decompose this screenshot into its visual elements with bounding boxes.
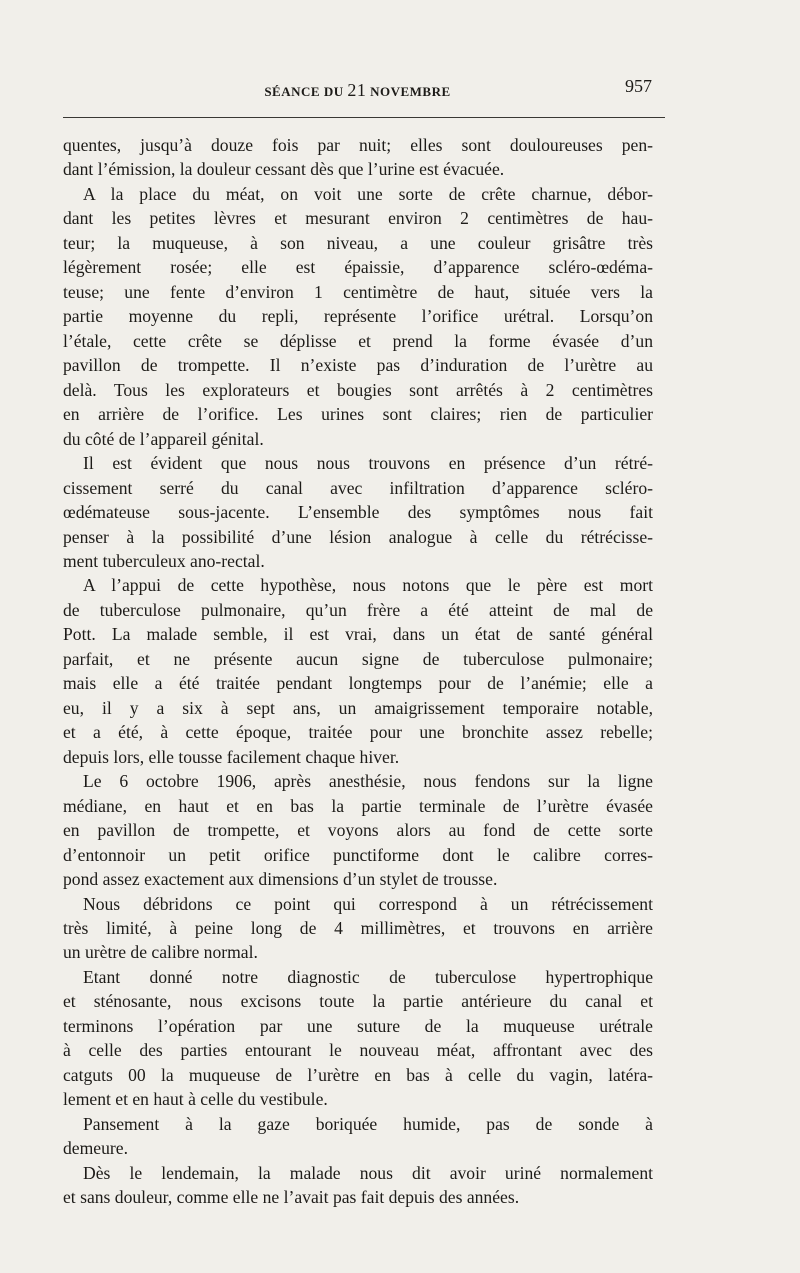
text-line: et sténosante, nous excisons toute la partie antérieure du canal et	[63, 991, 653, 1012]
text-line: dant l’émission, la douleur cessant dès que l’urine est évacuée.	[63, 159, 505, 180]
paragraph	[63, 1112, 653, 1161]
text-line: teur; la muqueuse, à son niveau, a une couleur grisâtre très	[63, 232, 653, 253]
running-title-date: 21	[347, 80, 367, 100]
text-line: dant les petites lèvres et mesurant environ 2 centimètres de hau-	[63, 208, 653, 229]
text-line: œdémateuse sous-jacente. L’ensemble des symptômes nous fait	[63, 502, 653, 523]
paragraph	[63, 965, 653, 1112]
text-line: à celle des parties entourant le nouveau méat, affrontant avec des	[63, 1040, 653, 1061]
text-line: ment tuberculeux ano-rectal.	[63, 550, 265, 571]
running-title	[63, 80, 652, 101]
text-line: teuse; une fente d’environ 1 centimètre de haut, située vers la	[63, 281, 653, 302]
text-line: en pavillon de trompette, et voyons alors au fond de cette sorte	[63, 820, 653, 841]
paragraph	[63, 1161, 653, 1210]
text-line: lement et en haut à celle du vestibule.	[63, 1089, 328, 1110]
text-line: Pott. La malade semble, il est vrai, dans un état de santé général	[63, 624, 653, 645]
text-line: delà. Tous les explorateurs et bougies sont arrêtés à 2 centimètres	[63, 379, 653, 400]
text-line: A l’appui de cette hypothèse, nous notons que le père est mort	[83, 575, 653, 596]
paragraph	[63, 182, 653, 451]
text-line: terminons l’opération par une suture de la muqueuse urétrale	[63, 1015, 653, 1036]
page-number: 957	[625, 76, 652, 96]
text-line: Etant donné notre diagnostic de tuberculose hypertrophique	[83, 966, 653, 987]
text-line: catguts 00 la muqueuse de l’urètre en bas à celle du vagin, latéra-	[63, 1064, 653, 1085]
header-rule	[63, 117, 665, 118]
body-text	[63, 133, 653, 1210]
text-line: et a été, à cette époque, traitée pour une bronchite assez rebelle;	[63, 722, 653, 743]
text-line: pond assez exactement aux dimensions d’un stylet de trousse.	[63, 869, 498, 890]
text-line: Pansement à la gaze boriquée humide, pas de sonde à	[83, 1113, 653, 1134]
paragraph	[63, 892, 653, 965]
text-line: et sans douleur, comme elle ne l’avait pas fait depuis des années.	[63, 1187, 520, 1208]
text-line: légèrement rosée; elle est épaissie, d’apparence scléro-œdéma-	[63, 257, 653, 278]
text-line: Il est évident que nous nous trouvons en présence d’un rétré-	[83, 453, 653, 474]
text-line: de tuberculose pulmonaire, qu’un frère a été atteint de mal de	[63, 599, 653, 620]
text-line: depuis lors, elle tousse facilement chaque hiver.	[63, 746, 400, 767]
running-title-pre: SÉANCE DU	[264, 84, 348, 99]
text-line: d’entonnoir un petit orifice punctiforme dont le calibre corres-	[63, 844, 653, 865]
text-line: Dès le lendemain, la malade nous dit avoir uriné normalement	[83, 1162, 653, 1183]
text-line: eu, il y a six à sept ans, un amaigrissement temporaire notable,	[63, 697, 653, 718]
paragraph	[63, 573, 653, 769]
text-line: médiane, en haut et en bas la partie terminale de l’urètre évasée	[63, 795, 653, 816]
text-line: penser à la possibilité d’une lésion analogue à celle du rétrécisse-	[63, 526, 653, 547]
text-line: l’étale, cette crête se déplisse et prend la forme évasée d’un	[63, 330, 653, 351]
text-line: très limité, à peine long de 4 millimètres, et trouvons en arrière	[63, 918, 653, 938]
text-line: Le 6 octobre 1906, après anesthésie, nous fendons sur la ligne	[83, 771, 653, 792]
paragraph	[63, 769, 653, 891]
text-line: cissement serré du canal avec infiltration d’apparence scléro-	[63, 477, 653, 498]
text-line: parfait, et ne présente aucun signe de tuberculose pulmonaire;	[63, 648, 653, 669]
text-line: en arrière de l’orifice. Les urines sont claires; rien de particulier	[63, 404, 653, 425]
paragraph	[63, 451, 653, 573]
text-line: pavillon de trompette. Il n’existe pas d’induration de l’urètre au	[63, 355, 653, 376]
text-line: demeure.	[63, 1138, 128, 1159]
running-title-post: NOVEMBRE	[366, 84, 451, 99]
paragraph	[63, 133, 653, 182]
text-line: Nous débridons ce point qui correspond à un rétrécissement	[83, 893, 653, 914]
text-line: mais elle a été traitée pendant longtemps pour de l’anémie; elle a	[63, 673, 653, 694]
text-line: du côté de l’appareil génital.	[63, 428, 264, 449]
text-line: quentes, jusqu’à douze fois par nuit; elles sont douloureuses pen-	[63, 135, 653, 155]
page-header	[63, 76, 652, 100]
text-line: un urètre de calibre normal.	[63, 942, 258, 963]
text-line: partie moyenne du repli, représente l’orifice urétral. Lorsqu’on	[63, 306, 653, 327]
text-line: A la place du méat, on voit une sorte de crête charnue, débor-	[83, 183, 653, 204]
